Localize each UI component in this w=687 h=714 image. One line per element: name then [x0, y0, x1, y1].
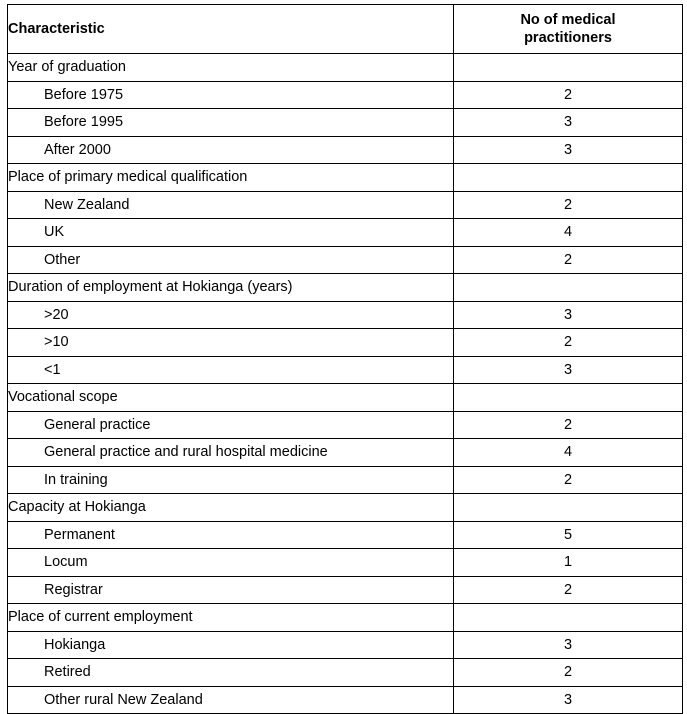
- row-count-value: 3: [454, 301, 683, 329]
- row-count-value: [454, 54, 683, 82]
- row-count-value: 2: [454, 466, 683, 494]
- row-count-value: [454, 274, 683, 302]
- row-count-value: 2: [454, 576, 683, 604]
- row-count-value: 2: [454, 246, 683, 274]
- row-count-value: 4: [454, 439, 683, 467]
- column-header-count-line1: No of medical: [520, 11, 616, 28]
- row-subitem-label: Retired: [8, 659, 454, 687]
- row-subitem-label: Before 1975: [8, 81, 454, 109]
- table-row: [8, 521, 683, 549]
- row-count-value: 5: [454, 521, 683, 549]
- row-count-value: 1: [454, 549, 683, 577]
- row-subitem-label: Registrar: [8, 576, 454, 604]
- column-header-count: [454, 5, 683, 54]
- row-subitem-label: After 2000: [8, 136, 454, 164]
- characteristics-table: [7, 4, 683, 714]
- table-body: [8, 54, 683, 714]
- row-count-value: 3: [454, 356, 683, 384]
- row-subitem-label: Permanent: [8, 521, 454, 549]
- table-header-row: [8, 5, 683, 54]
- row-count-value: 2: [454, 411, 683, 439]
- characteristics-table-container: [7, 4, 682, 708]
- row-subitem-label: Other: [8, 246, 454, 274]
- table-row: [8, 411, 683, 439]
- column-header-characteristic: Characteristic: [8, 5, 454, 54]
- row-count-value: 3: [454, 109, 683, 137]
- table-row: [8, 466, 683, 494]
- row-count-value: 3: [454, 136, 683, 164]
- row-subitem-label: In training: [8, 466, 454, 494]
- row-category-label: Place of primary medical qualification: [8, 164, 454, 192]
- row-count-value: 2: [454, 329, 683, 357]
- row-count-value: [454, 384, 683, 412]
- row-count-value: 2: [454, 659, 683, 687]
- table-row: [8, 219, 683, 247]
- row-count-value: [454, 494, 683, 522]
- row-subitem-label: Other rural New Zealand: [8, 686, 454, 714]
- table-header: [8, 5, 683, 54]
- row-count-value: 2: [454, 191, 683, 219]
- row-category-label: Capacity at Hokianga: [8, 494, 454, 522]
- table-row: [8, 631, 683, 659]
- row-count-value: [454, 164, 683, 192]
- table-row: [8, 246, 683, 274]
- row-subitem-label: New Zealand: [8, 191, 454, 219]
- row-category-label: Duration of employment at Hokianga (years): [8, 274, 454, 302]
- table-row: [8, 164, 683, 192]
- table-row: [8, 686, 683, 714]
- row-subitem-label: <1: [8, 356, 454, 384]
- column-header-count-line2: practitioners: [524, 30, 612, 46]
- row-count-value: [454, 604, 683, 632]
- table-row: [8, 659, 683, 687]
- row-count-value: 3: [454, 631, 683, 659]
- table-row: [8, 136, 683, 164]
- table-row: [8, 604, 683, 632]
- row-subitem-label: Locum: [8, 549, 454, 577]
- row-subitem-label: >20: [8, 301, 454, 329]
- row-subitem-label: Before 1995: [8, 109, 454, 137]
- row-category-label: Year of graduation: [8, 54, 454, 82]
- row-count-value: 4: [454, 219, 683, 247]
- row-subitem-label: General practice and rural hospital medicine: [8, 439, 454, 467]
- row-subitem-label: General practice: [8, 411, 454, 439]
- table-row: [8, 81, 683, 109]
- table-row: [8, 356, 683, 384]
- row-subitem-label: Hokianga: [8, 631, 454, 659]
- row-count-value: 2: [454, 81, 683, 109]
- table-row: [8, 494, 683, 522]
- table-row: [8, 191, 683, 219]
- table-row: [8, 576, 683, 604]
- table-row: [8, 549, 683, 577]
- table-row: [8, 301, 683, 329]
- table-row: [8, 384, 683, 412]
- table-row: [8, 54, 683, 82]
- row-category-label: Place of current employment: [8, 604, 454, 632]
- row-subitem-label: >10: [8, 329, 454, 357]
- table-row: [8, 439, 683, 467]
- table-row: [8, 274, 683, 302]
- table-row: [8, 109, 683, 137]
- row-subitem-label: UK: [8, 219, 454, 247]
- table-row: [8, 329, 683, 357]
- row-count-value: 3: [454, 686, 683, 714]
- row-category-label: Vocational scope: [8, 384, 454, 412]
